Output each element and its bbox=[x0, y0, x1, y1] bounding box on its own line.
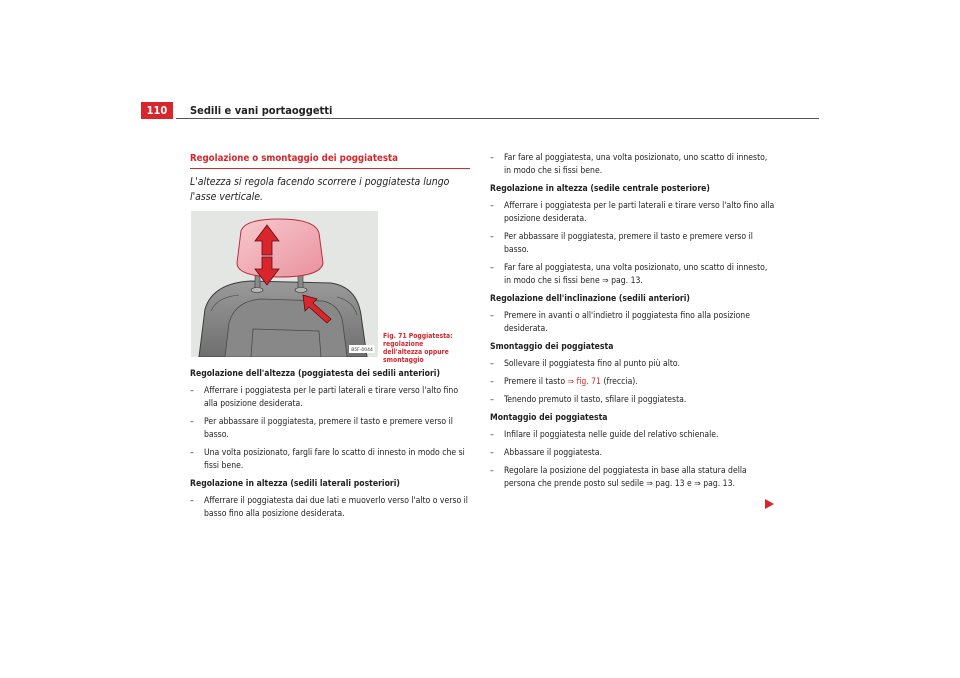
subheading-removal: Smontaggio dei poggiatesta bbox=[490, 342, 614, 352]
list-item: – Regolare la posizione del poggiatesta in base alla statura della persona che prende posto sul sedile ⇒ pag. 13 e ⇒ pag. 13. bbox=[490, 466, 747, 489]
subheading-front-height: Regolazione dell'altezza (poggiatesta dei sedili anteriori) bbox=[190, 369, 440, 379]
page-number: 110 bbox=[141, 102, 173, 119]
subheading-tilt: Regolazione dell'inclinazione (sedili anteriori) bbox=[490, 294, 690, 304]
list-item: – Afferrare i poggiatesta per le parti laterali e tirare verso l'alto fino alla posizione desiderata. bbox=[190, 386, 459, 409]
list-item: – Far fare al poggiatesta, una volta posizionato, uno scatto di innesto, in modo che si fissi bene ⇒ pag. 13. bbox=[490, 263, 768, 286]
list-item: – Sollevare il poggiatesta fino al punto più alto. bbox=[490, 359, 680, 369]
section-title: Regolazione o smontaggio dei poggiatesta bbox=[190, 152, 470, 169]
list-item: – Per abbassare il poggiatesta, premere il tasto e premere verso il basso. bbox=[490, 232, 753, 255]
list-item: – Infilare il poggiatesta nelle guide del relativo schienale. bbox=[490, 430, 719, 440]
left-column bbox=[190, 152, 470, 526]
list-item: – Premere in avanti o all'indietro il poggiatesta fino alla posizione desiderata. bbox=[490, 311, 750, 334]
figure-caption: Fig. 71 Poggiatesta: regolazione dell'altezza oppure smontaggio bbox=[383, 332, 453, 364]
figure-reference-link[interactable]: ⇒ fig. 71 bbox=[567, 377, 601, 387]
right-column bbox=[490, 152, 775, 496]
figure-71 bbox=[190, 211, 470, 364]
list-item: – Per abbassare il poggiatesta, premere il tasto e premere verso il basso. bbox=[190, 417, 453, 440]
list-item: – Una volta posizionato, fargli fare lo scatto di innesto in modo che si fissi bene. bbox=[190, 448, 465, 471]
subheading-rear-side-height: Regolazione in altezza (sedili laterali posteriori) bbox=[190, 479, 400, 489]
list-item: – Abbassare il poggiatesta. bbox=[490, 448, 602, 458]
list-item: – Far fare al poggiatesta, una volta posizionato, uno scatto di innesto, in modo che si fissi bene. bbox=[490, 153, 768, 176]
subheading-rear-center-height: Regolazione in altezza (sedile centrale posteriore) bbox=[490, 184, 710, 194]
list-item: – Tenendo premuto il tasto, sfilare il poggiatesta. bbox=[490, 395, 687, 405]
figure-code: B5F-0044 bbox=[351, 348, 373, 353]
continue-arrow-icon bbox=[765, 499, 774, 509]
headrest-illustration bbox=[191, 211, 378, 357]
chapter-title: Sedili e vani portaoggetti bbox=[190, 104, 333, 117]
list-item: – Afferrare il poggiatesta dai due lati e muoverlo verso l'alto o verso il basso fino alla posizione desiderata. bbox=[190, 496, 468, 519]
list-item: – Afferrare i poggiatesta per le parti laterali e tirare verso l'alto fino alla posizione desiderata. bbox=[490, 201, 775, 224]
subheading-installation: Montaggio dei poggiatesta bbox=[490, 413, 608, 423]
header-rule bbox=[176, 118, 819, 119]
section-intro: L'altezza si regola facendo scorrere i poggiatesta lungo l'asse verticale. bbox=[190, 176, 450, 203]
list-item: – Premere il tasto ⇒ fig. 71 (freccia). bbox=[490, 377, 638, 387]
